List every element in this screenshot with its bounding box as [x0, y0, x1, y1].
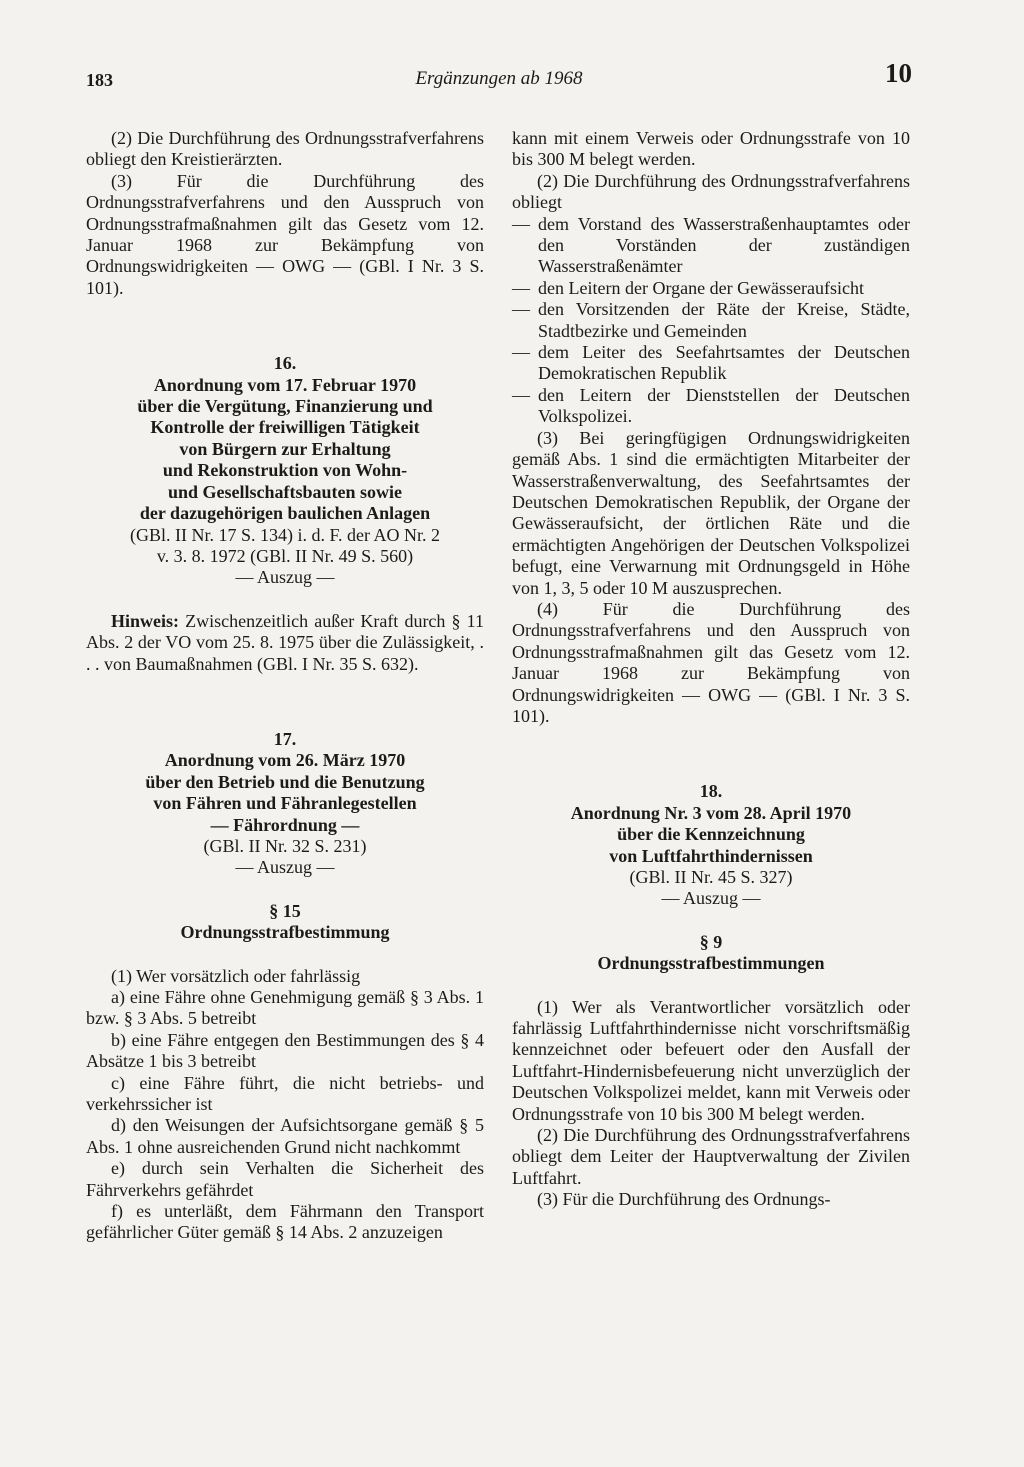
paragraph-title: Ordnungsstrafbestimmung — [180, 922, 390, 943]
running-title: Ergänzungen ab 1968 — [415, 68, 583, 89]
paragraph: (3) Bei geringfügigen Ordnungswidrigkeiten gemäß Abs. 1 sind die ermächtigten Mitarbeiter der Wasserstraßenverwaltung, des Seefahrtsamtes der Deutschen Demokratischen Republik, der Organe der Gewässeraufsicht, der örtlichen Räte und die ermächtigten Angehörigen der Deutschen Volkspolizei befugt, eine Verwarnung mit Ordnungsgeld in Höhe von 1, 3, 5 oder 10 M auszusprechen. — [512, 427, 910, 598]
section-number: 16. — [273, 353, 297, 374]
dash-list-item: — den Vorsitzenden der Räte der Kreise, Städte, Stadtbezirke und Gemeinden — [512, 299, 910, 341]
paragraph-sign: § 9 — [699, 931, 723, 952]
section-title-line: über die Kennzeichnung — [617, 824, 805, 845]
page-number: 183 — [86, 70, 113, 90]
section-title-line: der dazugehörigen baulichen Anlagen — [139, 503, 431, 524]
section-number: 18. — [699, 781, 723, 802]
list-item: d) den Weisungen der Aufsichtsorgane gemäß § 5 Abs. 1 ohne ausreichenden Grund nicht nachkommt — [86, 1115, 484, 1157]
paragraph-sign: § 15 — [269, 900, 301, 921]
paragraph: (3) Für die Durchführung des Ordnungs- — [537, 1189, 831, 1210]
list-item: c) eine Fähre führt, die nicht betriebs- und verkehrssicher ist — [86, 1072, 484, 1115]
section-16 — [86, 353, 484, 588]
dash-list-item: — den Leitern der Organe der Gewässeraufsicht — [512, 277, 865, 298]
source-line: (GBl. II Nr. 32 S. 231) — [203, 835, 367, 856]
section-title-line: und Gesellschaftsbauten sowie — [167, 481, 403, 502]
hinweis-label: Hinweis: — [111, 610, 180, 631]
hinweis-note — [86, 611, 484, 675]
paragraph: (2) Die Durchführung des Ordnungsstrafverfahrens obliegt den Kreistierärzten. — [86, 128, 484, 170]
section-title-line: über die Vergütung, Finanzierung und — [137, 396, 433, 417]
left-column — [86, 128, 484, 1244]
section-number: 17. — [273, 728, 297, 749]
extract-note: — Auszug — — [661, 888, 761, 909]
extract-note: — Auszug — — [235, 567, 335, 588]
dash-list-item: — dem Vorstand des Wasserstraßenhauptamtes oder den Vorständen der zuständigen Wasserstraßenämter — [512, 213, 910, 277]
page-header — [86, 58, 912, 94]
dash-list-item: — den Leitern der Dienststellen der Deutschen Volkspolizei. — [512, 384, 910, 427]
section-title-line: Anordnung vom 26. März 1970 — [164, 750, 406, 771]
right-column — [512, 128, 910, 1211]
dash-marker: — — [512, 277, 530, 298]
paragraph: (1) Wer als Verantwortlicher vorsätzlich oder fahrlässig Luftfahrthindernisse nicht vorschriftsmäßig kennzeichnet oder befeuert oder den Ausfall der Luftfahrt-Hindernisbefeuerung nicht unverzüglich der Deutschen Volkspolizei meldet, kann mit Verweis oder Ordnungsstrafe von 10 bis 300 M belegt werden. — [512, 996, 910, 1124]
section-title-line: über den Betrieb und die Benutzung — [145, 771, 425, 792]
dash-list-item: — dem Leiter des Seefahrtsamtes der Deutschen Demokratischen Republik — [512, 342, 910, 384]
section-17 — [86, 729, 484, 944]
list-item: e) durch sein Verhalten die Sicherheit des Fährverkehrs gefährdet — [86, 1158, 484, 1200]
dash-marker: — — [512, 342, 530, 363]
paragraph: (2) Die Durchführung des Ordnungsstrafverfahrens obliegt dem Leiter der Hauptverwaltung der Zivilen Luftfahrt. — [512, 1125, 910, 1188]
paragraph: (3) Für die Durchführung des Ordnungsstrafverfahrens und den Ausspruch von Ordnungsstrafmaßnahmen gilt das Gesetz vom 12. Januar 1968 zur Bekämpfung von Ordnungswidrigkeiten — OWG — (GBl. I Nr. 3 S. 101). — [86, 170, 484, 298]
section-title-line: und Rekonstruktion von Wohn- — [162, 460, 408, 481]
section-number: 10 — [885, 58, 912, 88]
paragraph: (4) Für die Durchführung des Ordnungsstrafverfahrens und den Ausspruch von Ordnungsstrafmaßnahmen gilt das Gesetz vom 12. Januar 1968 zur Bekämpfung von Ordnungswidrigkeiten — OWG — (GBl. I Nr. 3 S. 101). — [512, 598, 910, 726]
paragraph: (2) Die Durchführung des Ordnungsstrafverfahrens obliegt — [512, 170, 910, 213]
extract-note: — Auszug — — [235, 857, 335, 878]
section-title-line: — Fährordnung — — [210, 814, 360, 835]
section-title-line: Kontrolle der freiwilligen Tätigkeit — [150, 417, 420, 438]
list-item: b) eine Fähre entgegen den Bestimmungen des § 4 Absätze 1 bis 3 betreibt — [86, 1029, 484, 1072]
dash-marker: — — [512, 299, 530, 320]
section-title-line: Anordnung vom 17. Februar 1970 — [153, 374, 417, 395]
source-line: (GBl. II Nr. 45 S. 327) — [629, 867, 793, 887]
dash-marker: — — [512, 384, 530, 405]
section-title-line: von Luftfahrthindernissen — [609, 845, 813, 866]
hinweis-text: Zwischenzeitlich außer Kraft durch § 11 Abs. 2 der VO vom 25. 8. 1975 über die Zulässigkeit, . . . von Baumaßnahmen (GBl. I Nr. 35 S. 632). — [86, 610, 485, 674]
paragraph: kann mit einem Verweis oder Ordnungsstrafe von 10 bis 300 M belegt werden. — [512, 128, 910, 170]
section-title-line: von Fähren und Fähranlegestellen — [153, 793, 417, 814]
source-line: (GBl. II Nr. 17 S. 134) i. d. F. der AO Nr. 2 — [129, 524, 441, 545]
section-title-line: von Bürgern zur Erhaltung — [179, 438, 391, 459]
list-item: (1) Wer vorsätzlich oder fahrlässig — [111, 965, 361, 986]
dash-marker: — — [512, 213, 530, 234]
section-18 — [512, 781, 910, 974]
list-item: a) eine Fähre ohne Genehmigung gemäß § 3 Abs. 1 bzw. § 3 Abs. 5 betreibt — [86, 987, 484, 1029]
section-title-line: Anordnung Nr. 3 vom 28. April 1970 — [570, 802, 852, 823]
paragraph-title: Ordnungsstrafbestimmungen — [597, 953, 825, 974]
list-item: f) es unterläßt, dem Fährmann den Transport gefährlicher Güter gemäß § 14 Abs. 2 anzuzeigen — [86, 1201, 484, 1243]
source-line: v. 3. 8. 1972 (GBl. II Nr. 49 S. 560) — [156, 545, 414, 566]
